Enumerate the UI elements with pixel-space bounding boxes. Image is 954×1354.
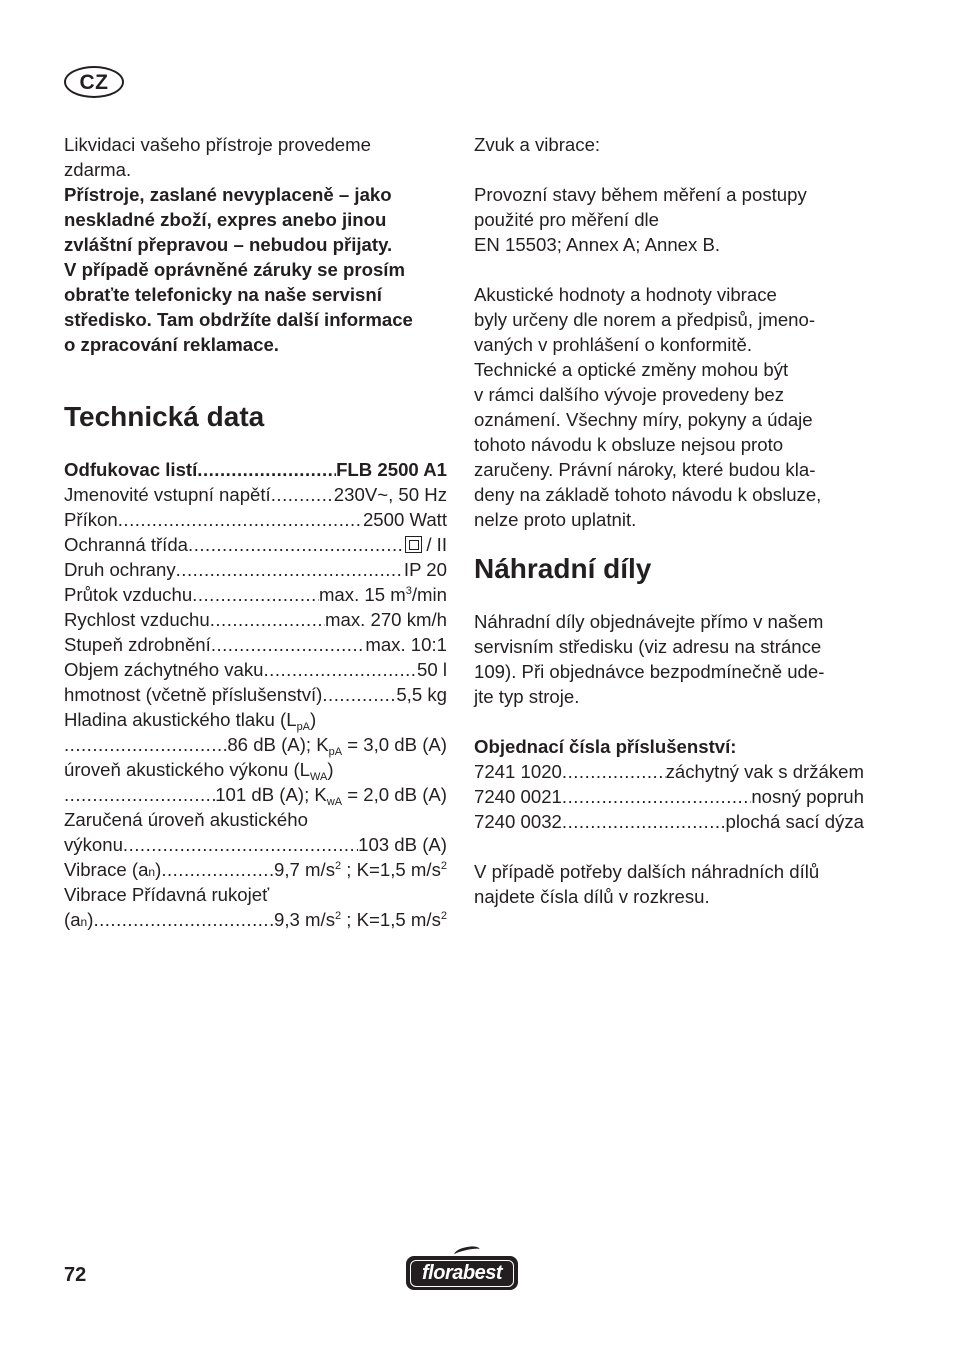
spec-row-bag-volume: Objem záchytného vaku ..... 50 l: [64, 657, 447, 682]
warning-text: Přístroje, zaslané nevyplaceně – jako: [64, 184, 392, 205]
spare-parts-text: Náhradní díly objednávejte přímo v našem: [474, 611, 824, 632]
warning-text: obraťte telefonicky na naše servisní: [64, 284, 382, 305]
right-column: [474, 132, 864, 909]
acoustic-text: zaručeny. Právní nároky, které budou kla-: [474, 459, 816, 480]
spec-row-vibration-handle-label: Vibrace Přídavná rukojeť: [64, 884, 270, 905]
spec-row-guaranteed-value: výkonu ..... 103 dB (A): [64, 832, 447, 857]
spec-row-weight: hmotnost (včetně příslušenství) ..... 5,5 kg: [64, 682, 447, 707]
acoustic-text: oznámení. Všechny míry, pokyny a údaje: [474, 409, 813, 430]
sound-vibration-title: Zvuk a vibrace:: [474, 134, 601, 155]
spec-row-guaranteed-label: Zaručená úroveň akustického: [64, 809, 308, 830]
spare-parts-text: jte typ stroje.: [474, 686, 580, 707]
brand-logo-text: florabest: [410, 1260, 514, 1287]
spec-row-airflow: Průtok vzduchu ..... max. 15 $m^3/\min$: [64, 582, 447, 607]
acoustic-text: Technické a optické změny mohou být: [474, 359, 789, 380]
spare-parts-text: 109). Při objednávce bezpodmínečně ude-: [474, 661, 825, 682]
accessory-row: 7241 1020 ..... záchytný vak s držákem: [474, 759, 864, 784]
intro-text: zdarma.: [64, 159, 132, 180]
left-column: [64, 132, 447, 932]
warning-text: středisko. Tam obdržíte další informace: [64, 309, 413, 330]
operating-text: Provozní stavy během měření a postupy: [474, 184, 807, 205]
brand-logo: [406, 1256, 518, 1290]
protection-class-ii-icon: [405, 536, 422, 553]
spec-list: [64, 457, 447, 932]
spare-parts-text: servisním středisku (viz adresu na stránce: [474, 636, 822, 657]
acoustic-text: v rámci dalšího vývoje provedeny bez: [474, 384, 785, 405]
acoustic-text: vaných v prohlášení o konformitě.: [474, 334, 753, 355]
operating-text: EN 15503; Annex A; Annex B.: [474, 234, 721, 255]
spec-row-air-speed: Rychlost vzduchu ..... max. 270 km/h: [64, 607, 447, 632]
spec-row-sound-pressure-value: ..... 86 dB (A); $K_{pA} = 3,0$ dB (A): [64, 732, 447, 757]
spec-row-power: Příkon ..... 2500 Watt: [64, 507, 447, 532]
warning-text: neskladné zboží, expres anebo jinou: [64, 209, 387, 230]
acoustic-text: tohoto návodu k obsluze nejsou proto: [474, 434, 784, 455]
language-badge: CZ: [64, 66, 124, 98]
warning-text: zvláštní přepravou – nebudou přijaty.: [64, 234, 393, 255]
spare-parts-heading: Náhradní díly: [474, 553, 652, 584]
more-parts-text: V případě potřeby dalších náhradních dílů: [474, 861, 820, 882]
spec-row-vibration-handle-value: (an) ..... 9,3 $m/s^2$ ; K=1,5 $m/s^2$: [64, 907, 447, 932]
spec-row-sound-power-label: úroveň akustického výkonu $(L_{WA})$: [64, 759, 334, 783]
page-number: 72: [64, 1264, 87, 1286]
intro-text: Likvidaci vašeho přístroje provedeme: [64, 134, 371, 155]
warning-text: V případě oprávněné záruky se prosím: [64, 259, 406, 280]
spec-row-ip: Druh ochrany ..... IP 20: [64, 557, 447, 582]
acoustic-text: nelze proto uplatnit.: [474, 509, 637, 530]
leaf-icon: [453, 1244, 481, 1259]
spec-row-sound-pressure-label: Hladina akustického tlaku $(L_{pA})$: [64, 709, 317, 733]
acoustic-text: byly určeny dle norem a předpisů, jmeno-: [474, 309, 816, 330]
accessory-row: 7240 0021 ..... nosný popruh: [474, 784, 864, 809]
spec-row-shredding: Stupeň zdrobnění ..... max. 10:1: [64, 632, 447, 657]
technical-data-heading: Technická data: [64, 401, 265, 432]
acoustic-text: deny na základě tohoto návodu k obsluze,: [474, 484, 822, 505]
warning-text: o zpracování reklamace.: [64, 334, 279, 355]
spec-row-vibration: Vibrace (an) ..... 9,7 $m/s^2$ ; K=1,5 $m/s^2$: [64, 857, 447, 882]
spec-row-protection-class: Ochranná třída ..... / II: [64, 532, 447, 557]
operating-text: použité pro měření dle: [474, 209, 660, 230]
spec-row-sound-power-value: ..... 101 dB (A); $K_{wA} = 2,0$ dB (A): [64, 782, 447, 807]
accessories-title: Objednací čísla příslušenství:: [474, 736, 737, 757]
more-parts-text: najdete čísla dílů v rozkresu.: [474, 886, 710, 907]
spec-row-voltage: Jmenovité vstupní napětí ..... 230V~, 50 Hz: [64, 482, 447, 507]
spec-row-product: Odfukovac listí ..... FLB 2500 A1: [64, 457, 447, 482]
accessory-row: 7240 0032 ..... plochá sací dýza: [474, 809, 864, 834]
acoustic-text: Akustické hodnoty a hodnoty vibrace: [474, 284, 777, 305]
